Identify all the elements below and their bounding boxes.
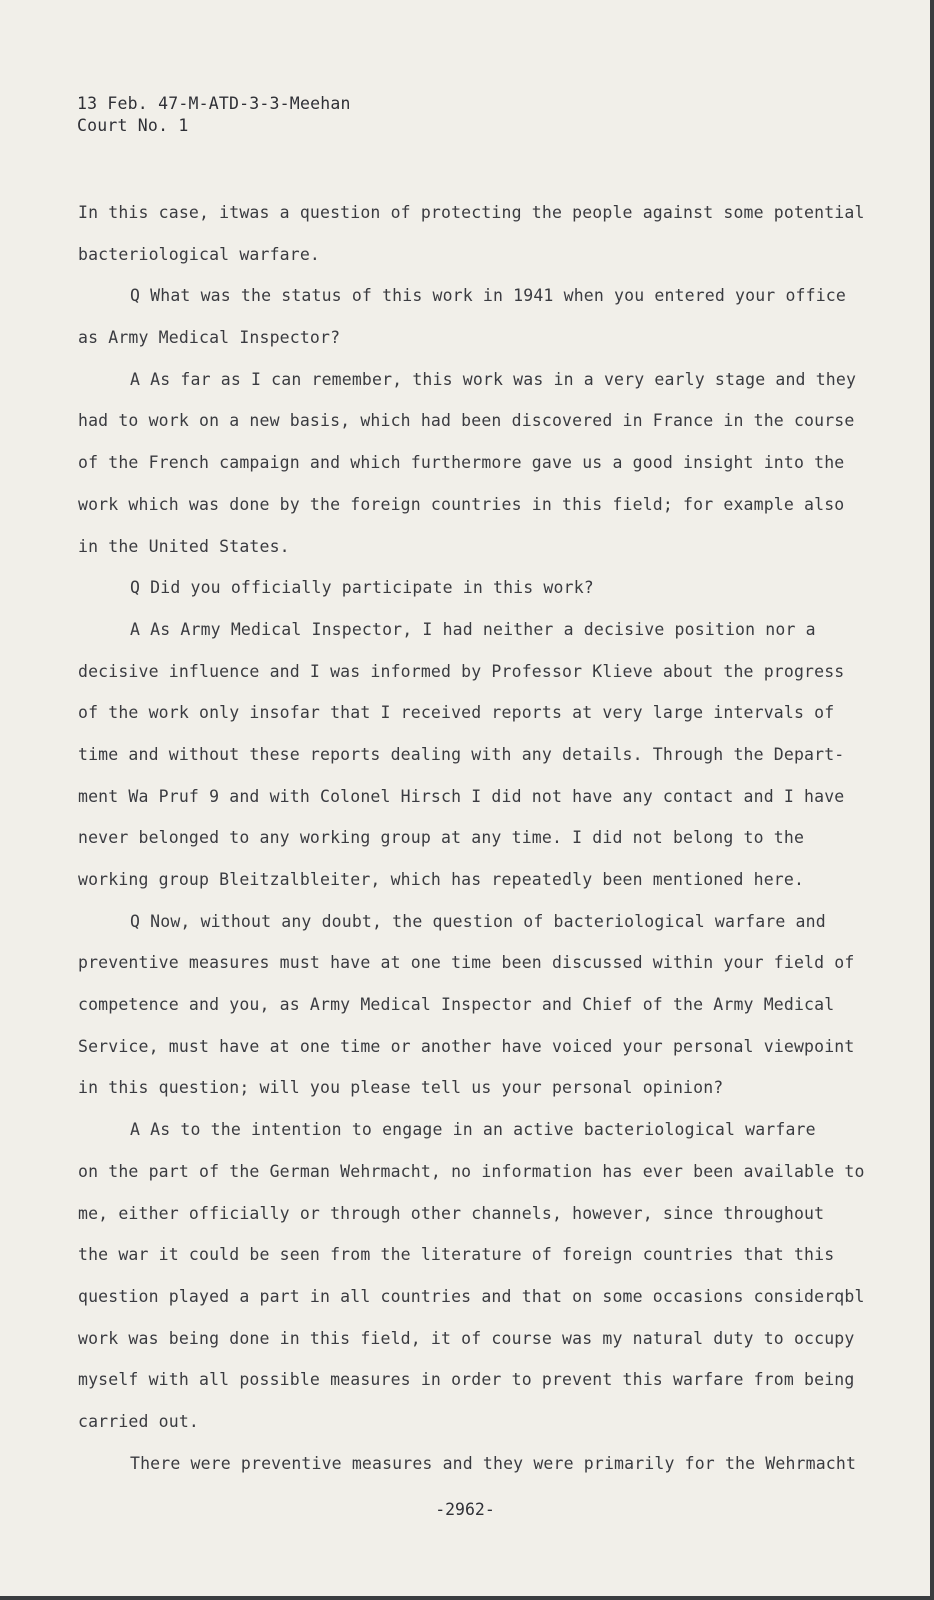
transcript-line: A As to the intention to engage in an active bacteriological warfare: [130, 1120, 816, 1140]
transcript-line: work which was done by the foreign countries in this field; for example also: [78, 494, 845, 514]
transcript-line: bacteriological warfare.: [78, 244, 321, 264]
transcript-line: time and without these reports dealing with any details. Through the Depart-: [78, 744, 845, 764]
transcript-line: working group Bleitzalbleiter, which has repeatedly been mentioned here.: [78, 870, 805, 889]
transcript-line: Q Now, without any doubt, the question of bacteriological warfare and: [130, 911, 826, 931]
page-number: -2962-: [435, 1500, 495, 1519]
transcript-line: of the work only insofar that I received reports at very large intervals of: [78, 703, 835, 723]
transcript-line: in the United States.: [78, 536, 290, 556]
transcript-line: ment Wa Pruf 9 and with Colonel Hirsch I did not have any contact and I have: [78, 786, 845, 806]
transcript-line: on the part of the German Wehrmacht, no information has ever been available to: [78, 1161, 865, 1181]
transcript-line: myself with all possible measures in order to prevent this warfare from being: [78, 1370, 855, 1390]
header-court-line: Court No. 1: [77, 116, 189, 135]
transcript-line: competence and you, as Army Medical Inspector and Chief of the Army Medical: [78, 995, 835, 1015]
header-session-line: 13 Feb. 47-M-ATD-3-3-Meehan: [77, 94, 351, 113]
transcript-line: in this question; will you please tell us your personal opinion?: [78, 1078, 724, 1098]
document-header: [77, 93, 351, 137]
transcript-line: carried out.: [78, 1411, 200, 1431]
transcript-line: A As far as I can remember, this work was in a very early stage and they: [130, 369, 857, 389]
transcript-line: me, either officially or through other channels, however, since throughout: [78, 1203, 825, 1223]
transcript-line: the war it could be seen from the literature of foreign countries that this: [78, 1245, 835, 1265]
transcript-line: Service, must have at one time or another have voiced your personal viewpoint: [78, 1036, 855, 1056]
transcript-line: A As Army Medical Inspector, I had neither a decisive position nor a: [130, 619, 816, 639]
transcript-line: Q Did you officially participate in this work?: [130, 578, 594, 598]
transcript-body: [78, 192, 878, 1484]
transcript-line: had to work on a new basis, which had been discovered in France in the course: [78, 411, 855, 431]
transcript-line: There were preventive measures and they were primarily for the Wehrmacht: [130, 1453, 857, 1473]
transcript-line: In this case, itwas a question of protecting the people against some potential: [78, 203, 865, 222]
transcript-line: of the French campaign and which furthermore gave us a good insight into the: [78, 453, 845, 473]
transcript-line: as Army Medical Inspector?: [78, 328, 341, 348]
transcript-line: never belonged to any working group at any time. I did not belong to the: [78, 828, 805, 848]
transcript-line: work was being done in this field, it of course was my natural duty to occupy: [78, 1328, 855, 1348]
transcript-line: question played a part in all countries and that on some occasions considerqbl: [78, 1286, 865, 1306]
transcript-line: preventive measures must have at one time been discussed within your field of: [78, 953, 855, 973]
transcript-line: decisive influence and I was informed by Professor Klieve about the progress: [78, 661, 845, 681]
transcript-line: Q What was the status of this work in 1941 when you entered your office: [130, 286, 846, 306]
